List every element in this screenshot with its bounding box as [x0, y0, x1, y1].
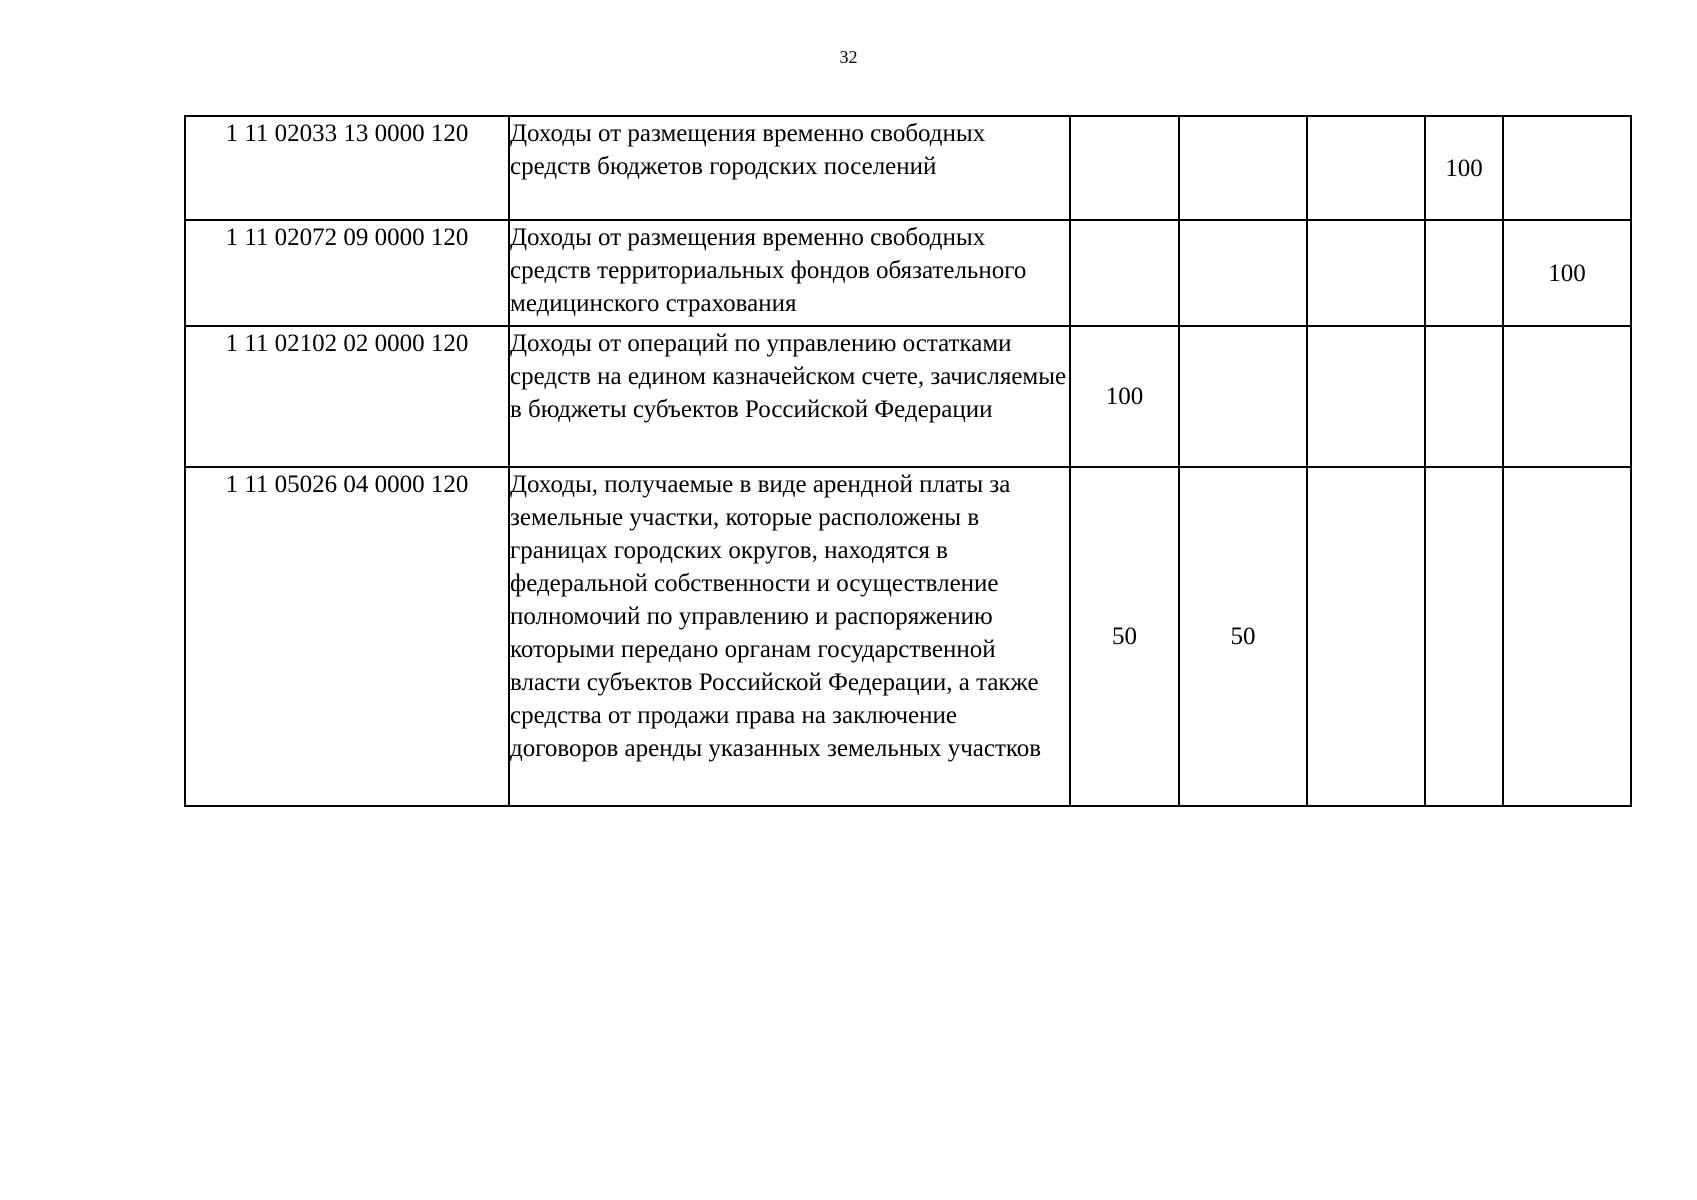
budget-code-cell: 1 11 02072 09 0000 120 — [185, 220, 509, 326]
table-row — [185, 116, 1631, 220]
value-cell — [1179, 326, 1307, 467]
revenue-description-cell: Доходы от размещения временно свободных средств территориальных фондов обязательного медицинского страхования — [509, 220, 1070, 326]
value-cell: 50 — [1070, 467, 1179, 806]
revenue-description-cell: Доходы, получаемые в виде арендной платы за земельные участки, которые расположены в границах городских округов, находятся в федеральной собственности и осуществление полномочий по управлению и распоряжению которыми передано органам государственной власти субъектов Российской Федерации, а также средства от продажи права на заключение договоров аренды указанных земельных участков — [509, 467, 1070, 806]
value-cell — [1425, 326, 1503, 467]
table-row — [185, 467, 1631, 806]
value-cell — [1307, 326, 1425, 467]
budget-code-cell: 1 11 02102 02 0000 120 — [185, 326, 509, 467]
value-cell: 100 — [1503, 220, 1631, 326]
value-cell — [1179, 116, 1307, 220]
table-row — [185, 326, 1631, 467]
value-cell — [1070, 116, 1179, 220]
value-cell — [1307, 220, 1425, 326]
value-cell — [1503, 116, 1631, 220]
revenue-description-cell: Доходы от операций по управлению остатками средств на едином казначейском счете, зачисляемые в бюджеты субъектов Российской Федерации — [509, 326, 1070, 467]
value-cell: 100 — [1425, 116, 1503, 220]
value-cell — [1503, 467, 1631, 806]
value-cell — [1179, 220, 1307, 326]
value-cell — [1307, 116, 1425, 220]
value-cell: 100 — [1070, 326, 1179, 467]
page-number: 32 — [839, 47, 858, 67]
value-cell: 50 — [1179, 467, 1307, 806]
budget-code-cell: 1 11 02033 13 0000 120 — [185, 116, 509, 220]
value-cell — [1425, 467, 1503, 806]
value-cell — [1070, 220, 1179, 326]
value-cell — [1425, 220, 1503, 326]
value-cell — [1307, 467, 1425, 806]
value-cell — [1503, 326, 1631, 467]
budget-code-cell: 1 11 05026 04 0000 120 — [185, 467, 509, 806]
budget-revenue-table — [184, 115, 1632, 807]
table-row — [185, 220, 1631, 326]
revenue-description-cell: Доходы от размещения временно свободных средств бюджетов городских поселений — [509, 116, 1070, 220]
